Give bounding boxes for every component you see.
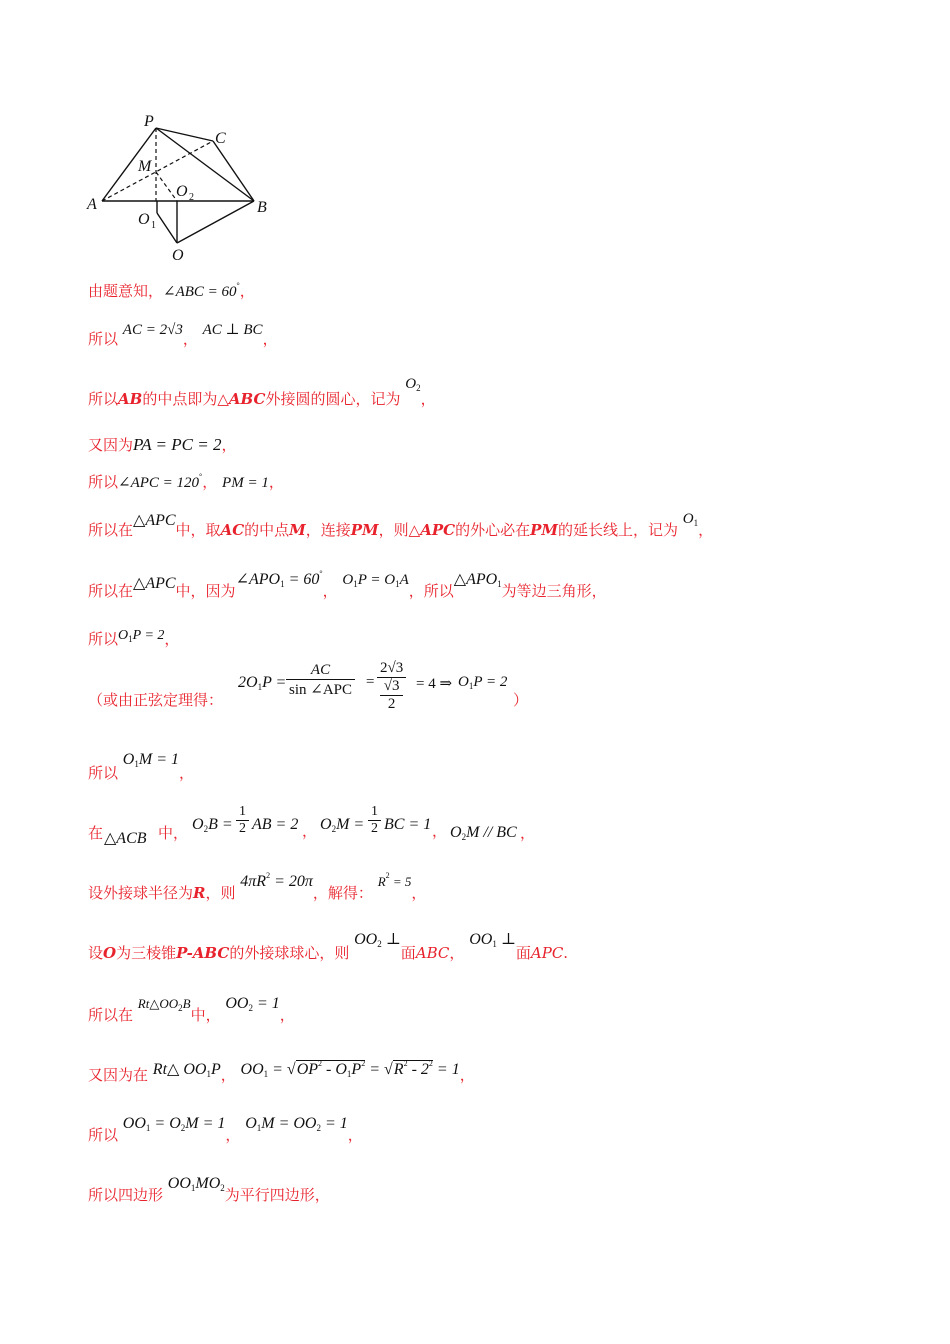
math-pm: PM [350, 521, 379, 539]
pyramid-diagram [80, 108, 280, 268]
edge-ob [177, 201, 254, 243]
solution-line-8 [88, 628, 179, 649]
edge-o1o [157, 213, 177, 243]
solution-line-14 [88, 995, 295, 1025]
math-tri-apc: △APC [133, 512, 176, 529]
solution-line-17 [88, 1175, 330, 1205]
solution-line-5 [88, 471, 284, 492]
math-o1m: $O_1M = 1$ [122, 751, 179, 769]
solution-line-16 [88, 1115, 363, 1145]
solution-line-3 [88, 376, 436, 409]
text: ，则 [205, 884, 236, 902]
text: 由题意知， [88, 282, 164, 300]
punct: ， [520, 824, 536, 842]
text: 所以在 [88, 1006, 134, 1024]
text: 为三棱锥 [116, 944, 177, 962]
math-oo1-perp: $OO_1$ ⊥ [469, 931, 516, 949]
math-ac: AC [220, 521, 245, 539]
edge-mo2-dashed [156, 172, 177, 201]
text: 所以四边形 [88, 1186, 164, 1204]
punct: ， [698, 521, 714, 539]
text: ，连接 [305, 521, 351, 539]
math-rt-tri-oo2b: $Rt\triangle OO_2B$ [137, 996, 191, 1013]
label-a: A [87, 196, 97, 213]
text: ，则△ [378, 521, 421, 539]
math-ac-value: AC = 2√3 [122, 322, 183, 338]
math-tri-acb: △ACB [104, 830, 147, 847]
math-oo1-o2m: $OO_1 = O_2M = 1$ [122, 1115, 226, 1133]
math-tri-apc: △APC [133, 575, 176, 592]
math-o2b: $O_2B$ = [192, 816, 233, 834]
math-equals: = [365, 674, 376, 690]
math-ab-2: AB = 2 [252, 816, 299, 833]
math-fraction-ac-sin: $\frac{AC}{\text{sin ∠APC}}$ [286, 662, 355, 699]
text: 在 [88, 824, 104, 842]
punct: ， [302, 822, 318, 840]
solution-line-10 [88, 751, 194, 783]
text: 设 [88, 944, 104, 962]
math-pa-pc: PA = PC = 2 [133, 435, 222, 454]
punct: ， [322, 582, 338, 600]
text: 所以 [88, 330, 119, 348]
math-sphere-area: $4\pi R^2 = 20\pi$ [240, 871, 313, 890]
text: 中， [190, 1006, 221, 1024]
punct: ， [432, 822, 448, 840]
text: 所以在 [88, 521, 134, 539]
solution-line-2 [88, 322, 278, 349]
math-apc: APC [420, 521, 456, 539]
solution-line-4 [88, 434, 236, 455]
text: 面 [515, 944, 531, 962]
text: 所以在 [88, 582, 134, 600]
text: ，所以 [408, 582, 454, 600]
text: 又因为在 [88, 1066, 149, 1084]
punct: ， [347, 1126, 363, 1144]
text: 的中点即为△ [142, 390, 229, 408]
math-o1m-oo2: $O_1M = OO_2 = 1$ [245, 1115, 348, 1133]
math-r: R [193, 884, 206, 902]
solution-line-1 [88, 280, 255, 301]
punct: ， [449, 944, 465, 962]
label-o2: O [176, 183, 188, 200]
label-o1: O [138, 211, 150, 228]
text: 面 [400, 944, 416, 962]
math-abc: ABC [228, 390, 266, 408]
punct: ， [279, 1006, 295, 1024]
math-ac-perp-bc: AC ⊥ BC [202, 322, 263, 338]
math-abc: ABC [415, 944, 450, 962]
math-fraction-nested: 2√3 √3 2 [377, 660, 406, 713]
label-o: O [172, 247, 184, 264]
text: 外接圆的圆心，记为 [265, 390, 401, 408]
solution-line-12 [88, 871, 427, 903]
punct: ， [239, 282, 255, 300]
solution-line-15 [88, 1059, 475, 1085]
text: ） [513, 691, 529, 709]
math-angle-abc: ∠ABC = 60° [163, 281, 240, 300]
text: 所以 [88, 1126, 119, 1144]
text: 所以 [88, 390, 119, 408]
solution-line-9 [88, 660, 568, 730]
edge-ac-dashed [102, 141, 213, 201]
text: 的外接球球心，则 [229, 944, 350, 962]
punct: . [563, 944, 569, 962]
text: 的延长线上，记为 [557, 521, 678, 539]
math-half-2: $\frac{1}{2}$ [368, 804, 381, 837]
label-c: C [215, 130, 226, 147]
solution-line-13 [88, 931, 569, 963]
text: 所以 [88, 764, 119, 782]
text: 中，取 [175, 521, 221, 539]
label-b: B [257, 199, 267, 216]
text: 所以 [88, 630, 119, 648]
punct: ， [178, 764, 194, 782]
math-angle-apo1: $\angle APO_1 = 60^\circ$ [235, 569, 323, 589]
math-o: O [103, 944, 117, 962]
math-m: M [289, 521, 306, 539]
text: ，解得： [312, 884, 373, 902]
text: 中， [158, 824, 189, 842]
punct: ， [182, 330, 198, 348]
punct: ， [411, 884, 427, 902]
punct: ， [221, 436, 237, 454]
math-bc-1: BC = 1 [384, 816, 432, 833]
solution-line-6 [88, 511, 714, 540]
text: 为等边三角形， [501, 582, 607, 600]
math-o2m: $O_2M$ = [320, 816, 365, 834]
math-pabc: P-ABC [176, 944, 230, 962]
math-oo2-value: $OO_2 = 1$ [225, 995, 280, 1013]
text: 的外心必在 [455, 521, 531, 539]
math-o1p: $O_1P = 2$ [118, 628, 165, 644]
punct: ， [420, 390, 436, 408]
text: 为平行四边形， [224, 1186, 330, 1204]
text: 所以 [88, 473, 119, 491]
math-apc: APC [530, 944, 564, 962]
math-o2m-parallel-bc: $O_2M$ // BC [450, 824, 517, 842]
label-o2-sub: 2 [189, 192, 194, 203]
math-pm: PM [530, 521, 558, 539]
solution-line-11 [88, 806, 548, 854]
math-r-squared: $R^2 = 5$ [377, 871, 412, 889]
punct: ， [164, 630, 180, 648]
math-o1p-result: $O_1P = 2$ [458, 674, 508, 691]
math-angle-apc: ∠APC = 120° [118, 472, 203, 491]
punct: ， [459, 1066, 475, 1084]
math-pm: PM = 1 [222, 475, 269, 491]
label-o1-sub: 1 [151, 220, 156, 231]
text: （或由正弦定理得： [88, 691, 224, 709]
punct: ， [268, 473, 284, 491]
math-o1p-o1a: $O_1P = O_1A$ [342, 572, 409, 589]
math-sine-law-lhs: $2O_1P$ = [238, 674, 287, 692]
math-o1: $O_1$ [682, 511, 699, 528]
math-oo2-perp: $OO_2$ ⊥ [354, 931, 401, 949]
text: 的中点 [244, 521, 290, 539]
math-tri-apo1: $\triangle APO_1$ [453, 571, 502, 589]
text: 中，因为 [175, 582, 236, 600]
math-rt-tri-oo1p: Rt△ $OO_1P$ [152, 1061, 221, 1079]
label-p: P [144, 113, 154, 130]
punct: ， [262, 330, 278, 348]
punct: ， [220, 1066, 236, 1084]
math-half-1: $\frac{1}{2}$ [236, 804, 249, 837]
punct: ， [202, 473, 218, 491]
math-o2: $O_2$ [405, 376, 421, 393]
text: 设外接球半径为 [88, 884, 194, 902]
punct: ， [225, 1126, 241, 1144]
text: 又因为 [88, 436, 134, 454]
solution-line-7 [88, 569, 607, 601]
edge-cb [213, 141, 254, 201]
math-equals-4: = 4 ⇒ [416, 676, 453, 692]
math-quadrilateral: $OO_1MO_2$ [167, 1175, 225, 1193]
label-m: M [138, 158, 152, 175]
math-ab: AB [118, 390, 143, 408]
math-oo1-computation: $OO_1 = √OP^2 - O_1P^2 = √R^2 - 2^2 = 1$ [240, 1059, 460, 1079]
